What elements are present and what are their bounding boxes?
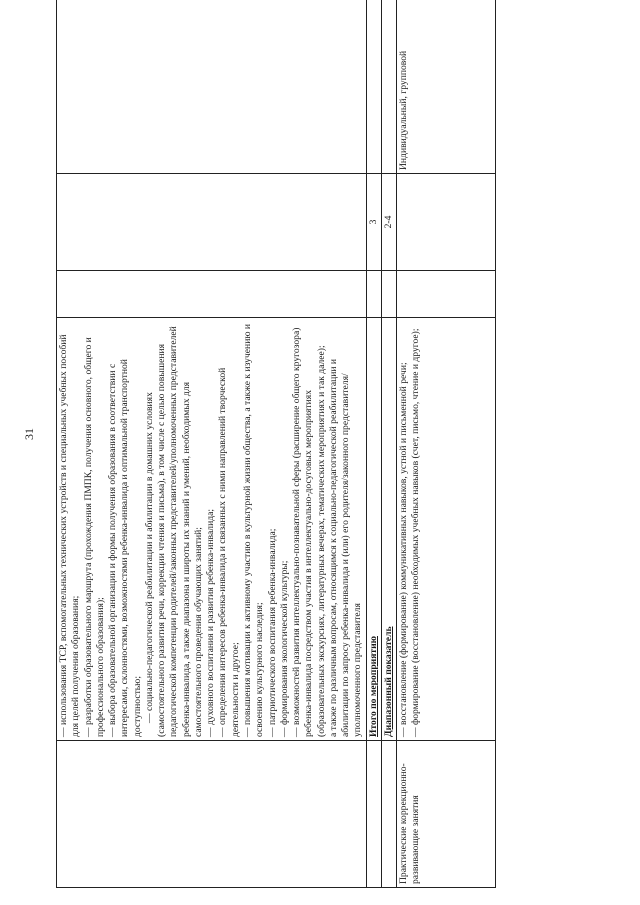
list-item: — формирование (восстановление) необходимых учебных навыков (счет, письмо, чтение и другое); [410,328,422,737]
range-row [381,0,396,888]
table-row [397,0,496,888]
list-item: а также по различным вопросам, относящимся к социально-педагогической реабилитации и абилитации по запросу ребенка-инвалида и (или) его родителя/законного представителя/уполномоченного представителя [327,358,364,737]
range-label-text: Диапазонный показатель [382,626,394,737]
list-item: — возможностей развития интеллектуально-познавательной сферы (расширение общего кругозора) ребенка-инвалида посредством участия в интеллектуально-досуговых мероприятиях (образовательных экскурсиях, литературных вечерах, тематических мероприятиях и так далее); [291,327,327,737]
count-cell [57,174,367,271]
list-item: — формирования экологической культуры; [278,560,290,737]
activities-table [56,0,496,888]
table-row [57,0,367,888]
activity-cell: Практические коррекционно-развивающие занятия [397,741,496,888]
range-value: 2-4 [381,174,396,271]
activity-cell [57,741,367,888]
count-cell [57,271,367,318]
total-label-text: Итого по мероприятию [367,636,379,737]
content-cell [57,318,367,741]
form-cell [57,0,367,174]
range-label [381,318,396,741]
total-row [366,0,381,888]
list-item: — использования ТСР, вспомогательных технических устройств и специальных учебных пособий для целей получения образования; [58,334,82,737]
list-item: — повышения мотивации к активному участию в культурной жизни общества, а также к изучению и освоению культурного наследия; [241,323,266,737]
form-cell: Индивидуальный, групповой [397,0,496,174]
list-item: — определения интересов ребенка-инвалида и связанных с ними направлений творческой деятельности и другое; [217,367,241,737]
content-cell [397,318,496,741]
list-item: — разработки образовательного маршрута (прохождения ПМПК, получения основного, общего и профессионального образования); [82,337,106,737]
total-value: 3 [366,174,381,271]
list-item: — выбора образовательной организации и формы получения образования в соответствии с интересами, склонностями, возможностями ребенка-инвалида и оптимальной транспортной доступностью; [107,359,143,737]
list-item: — духовного воспитания и развития ребенка-инвалида; [205,508,217,737]
total-label [366,318,381,741]
list-item: — патриотического воспитания ребенка-инвалида; [266,528,278,737]
page-number: 31 [22,428,36,440]
list-item: — социально-педагогической реабилитации и абилитации в домашних условиях (самостоятельного развития речи, коррекции чтения и письма), в том числе с целью повышения педагогической компетенции родителей/законных представителей/уполномоченных представителей ребенка-инвалида, а также диапазона и широты их знаний и умений, необходимых для самостоятельного проведения обучающих занятий; [143,326,204,737]
list-item: — восстановление (формирование) коммуникативных навыков, устной и письменной речи; [398,362,410,737]
rotated-table-wrapper [56,28,496,888]
